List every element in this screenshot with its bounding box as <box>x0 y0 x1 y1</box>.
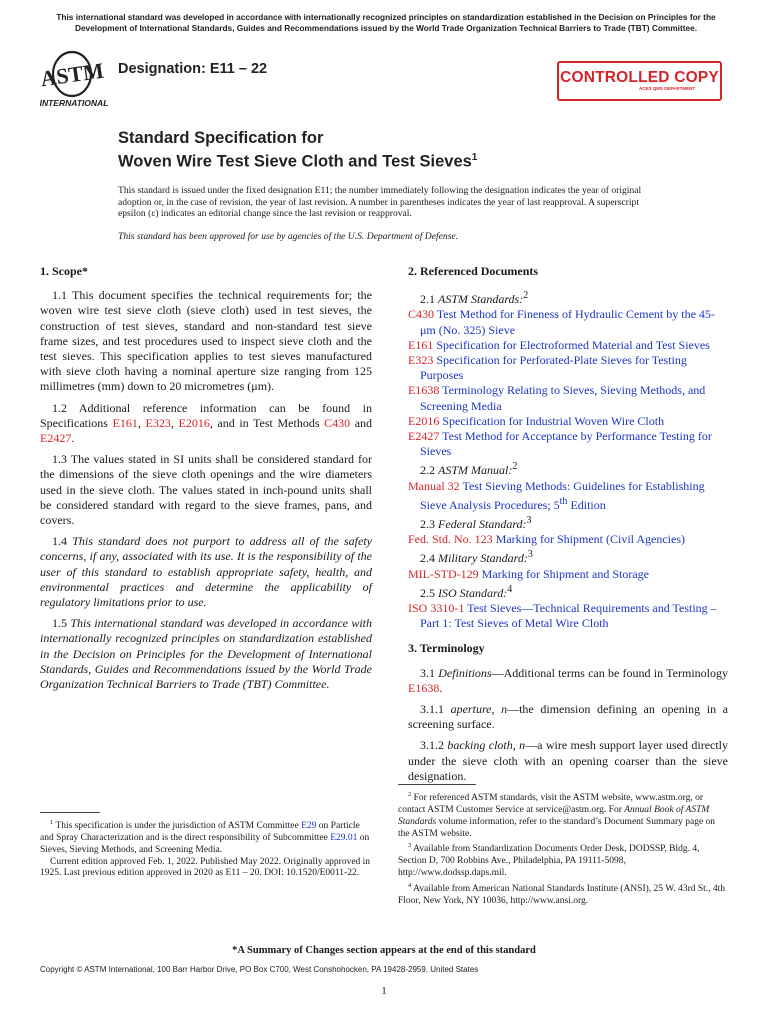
astm-logo <box>38 50 110 108</box>
paragraph-3-1-2: 3.1.2 backing cloth, n—a wire mesh support layer used directly under the sieve cloth with an opening coarser than the sieve designation. <box>408 738 729 783</box>
title-footnote-marker: 1 <box>471 152 478 163</box>
section-heading-references: 2. Referenced Documents <box>408 264 539 278</box>
issuance-note: This standard is issued under the fixed designation E11; the number immediately following the designation indicates the year of original adoption or, in the case of revision, the year of last revision. A number in parentheses indicates the year of last reapproval. A superscript epsilon (ε) indicates an editorial change since the last revision or reapproval. <box>118 185 642 220</box>
link-e323[interactable]: E323 <box>408 353 434 368</box>
link-e2427[interactable]: E2427 <box>408 429 440 444</box>
controlled-copy-stamp <box>557 61 722 101</box>
link-e2427-title[interactable]: Test Method for Acceptance by Performance Testing for Sieves <box>420 429 712 459</box>
stamp-sub: ACES QMS DEPARTMENT <box>639 86 696 91</box>
dod-approval-note: This standard has been approved for use by agencies of the U.S. Department of Defense. <box>118 231 459 242</box>
header-notice: This international standard was developed in accordance with internationally recognized principles on standardization established in the Decision on Principles for the Development of International Standards, Guides and Recommendations issued by the World Trade Organization Technical Barriers to Trade (TBT) Committee. <box>56 12 716 33</box>
link-manual-32-title[interactable]: Test Sieving Methods: Guidelines for Establishing Sieve Analysis Procedures; 5th Edition <box>420 478 705 512</box>
paragraph-1-4: 1.4 This standard does not purport to address all of the safety concerns, if any, associated with its use. It is the responsibility of the user of this standard to establish appropriate safety, health, and environmental practices and determine the applicability of regulatory limitations prior to use. <box>40 534 372 610</box>
paragraph-3-1: 3.1 Definitions—Additional terms can be found in Terminology E1638. <box>408 665 728 695</box>
footnote-4: $^4$ Available from American National Standards Institute (ANSI), 25 W. 43rd St., 4th Floor, New York, NY 10036, http://www.ansi.org. <box>398 881 726 906</box>
footnotes-left <box>40 812 372 880</box>
subsection-2-2: 2.2 ASTM Manual:$^2$ <box>420 461 518 478</box>
reference-e323 <box>408 353 728 383</box>
subsection-2-4: 2.4 Military Standard:$^3$ <box>420 549 533 566</box>
title-line2: Woven Wire Test Sieve Cloth and Test Sieves <box>118 152 472 171</box>
link-e29[interactable]: E29 <box>301 821 317 832</box>
footnote-1-edition: Current edition approved Feb. 1, 2022. Published May 2022. Originally approved in 1925. Last previous edition approved in 2020 as E11 – 20. DOI: 10.1520/E0011-22. <box>40 856 371 879</box>
footnote-1: $^1$ This specification is under the jurisdiction of ASTM Committee E29 on Particle and Spray Characterization and is the direct responsibility of Subcommittee E29.01 on Sieves, Sieving Methods, and Screening Media. <box>40 819 370 855</box>
reference-e2016 <box>408 414 728 429</box>
reference-c430 <box>408 307 728 337</box>
link-e1638[interactable]: E1638 <box>408 680 440 695</box>
link-iso[interactable]: ISO 3310-1 <box>408 601 465 616</box>
paragraph-1-1: 1.1 This document specifies the technical requirements for; the woven wire test sieve cloth (sieve cloth) used in test sieves, the construction of test sieves, standard and non-standard test sieve frame sizes, and test procedures used to inspect sieve cloth and the test sieves. This specification applies to test sieves manufactured with sieve cloth having a nominal aperture size ranging from 125 millimetres (mm) down to 20 micrometres (μm). <box>40 288 372 394</box>
link-e161-title[interactable]: Specification for Electroformed Material and Test Sieves <box>436 337 710 352</box>
paragraph-1-2: 1.2 Additional reference information can be found in Specifications E161, E323, E2016, and in Test Methods C430 and E2427. <box>40 400 373 446</box>
footnotes-right <box>398 784 728 908</box>
reference-fed-std <box>408 532 728 547</box>
link-fed-std-title[interactable]: Marking for Shipment (Civil Agencies) <box>495 532 685 547</box>
link-fed-std[interactable]: Fed. Std. No. 123 <box>408 532 493 547</box>
link-e29-01[interactable]: E29.01 <box>330 832 358 843</box>
section-heading-terminology: 3. Terminology <box>408 641 485 656</box>
reference-manual-32 <box>408 479 728 513</box>
link-e2016[interactable]: E2016 <box>408 413 440 428</box>
paragraph-1-5: 1.5 This international standard was developed in accordance with internationally recognized principles on standardization established in the Decision on Principles for the Development of International Standards, Guides and Recommendations issued by the World Trade Organization Technical Barriers to Trade (TBT) Committee. <box>40 616 373 692</box>
footnote-rule <box>398 784 476 785</box>
link-mil-std[interactable]: MIL-STD-129 <box>408 566 479 581</box>
link-c430[interactable]: C430 <box>408 307 435 322</box>
subsection-2-1: 2.1 ASTM Standards:$^2$ <box>420 290 529 307</box>
reference-iso <box>408 601 728 631</box>
link-c430-title[interactable]: Test Method for Fineness of Hydraulic Cement by the 45-μm (No. 325) Sieve <box>420 307 715 337</box>
link-e1638-title[interactable]: Terminology Relating to Sieves, Sieving Methods, and Screening Media <box>420 383 706 413</box>
document-title <box>118 128 477 172</box>
section-heading-scope: 1. Scope* <box>40 264 88 278</box>
left-column <box>40 264 372 698</box>
footnote-3: $^3$ Available from Standardization Documents Order Desk, DODSSP, Bldg. 4, Section D, 700 Robbins Ave., Philadelphia, PA 19111-5098, http://www.dodssp.daps.mil. <box>398 842 700 879</box>
paragraph-3-1-1: 3.1.1 aperture, n—the dimension defining an opening in a screening surface. <box>408 702 728 732</box>
reference-mil-std <box>408 567 728 582</box>
reference-e1638 <box>408 383 728 413</box>
link-e161[interactable]: E161 <box>112 415 138 430</box>
link-e2016[interactable]: E2016 <box>178 415 210 430</box>
designation: Designation: E11 – 22 <box>118 61 268 77</box>
page-number: 1 <box>381 985 387 997</box>
link-e323[interactable]: E323 <box>145 415 171 430</box>
right-column <box>408 264 728 790</box>
footnote-rule <box>40 812 100 813</box>
link-c430[interactable]: C430 <box>324 415 351 430</box>
link-e323-title[interactable]: Specification for Perforated-Plate Sieves for Testing Purposes <box>420 353 687 383</box>
link-iso-title[interactable]: Test Sieves—Technical Requirements and Testing – Part 1: Test Sieves of Metal Wire Cloth <box>420 601 717 631</box>
logo-letters: ASTM <box>38 57 106 92</box>
paragraph-1-3: 1.3 The values stated in SI units shall be considered standard for the dimensions of the sieve cloth openings and the wire diameters used in the sieve cloth. The values stated in inch-pound units shall be considered standard with regard to the sieve frames, pans, and covers. <box>40 452 372 528</box>
link-e1638[interactable]: E1638 <box>408 383 440 398</box>
copyright-line: Copyright © ASTM International, 100 Barr Harbor Drive, PO Box C700, West Conshohocken, PA 19428-2959. United States <box>40 965 479 974</box>
reference-e2427 <box>408 429 728 459</box>
astm-standards-list <box>408 307 728 459</box>
link-e2016-title[interactable]: Specification for Industrial Woven Wire Cloth <box>442 413 665 428</box>
title-line1: Standard Specification for <box>118 129 324 147</box>
subsection-2-3: 2.3 Federal Standard:$^3$ <box>420 515 532 532</box>
stamp-main: CONTROLLED COPY <box>560 69 719 86</box>
link-e161[interactable]: E161 <box>408 337 434 352</box>
summary-of-changes-note: *A Summary of Changes section appears at the end of this standard <box>232 945 536 956</box>
link-e2427[interactable]: E2427 <box>40 431 72 446</box>
link-manual-32[interactable]: Manual 32 <box>408 478 460 493</box>
link-mil-std-title[interactable]: Marking for Shipment and Storage <box>481 566 649 581</box>
subsection-2-5: 2.5 ISO Standard:$^4$ <box>420 583 513 600</box>
footnote-2: $^2$ For referenced ASTM standards, visit the ASTM website, www.astm.org, or contact ASTM Customer Service at service@astm.org. For Annual Book of ASTM Standards volume information, refer to the standard’s Document Summary page on the ASTM website. <box>398 791 716 839</box>
reference-e161 <box>408 338 728 353</box>
logo-text: INTERNATIONAL <box>39 98 109 108</box>
